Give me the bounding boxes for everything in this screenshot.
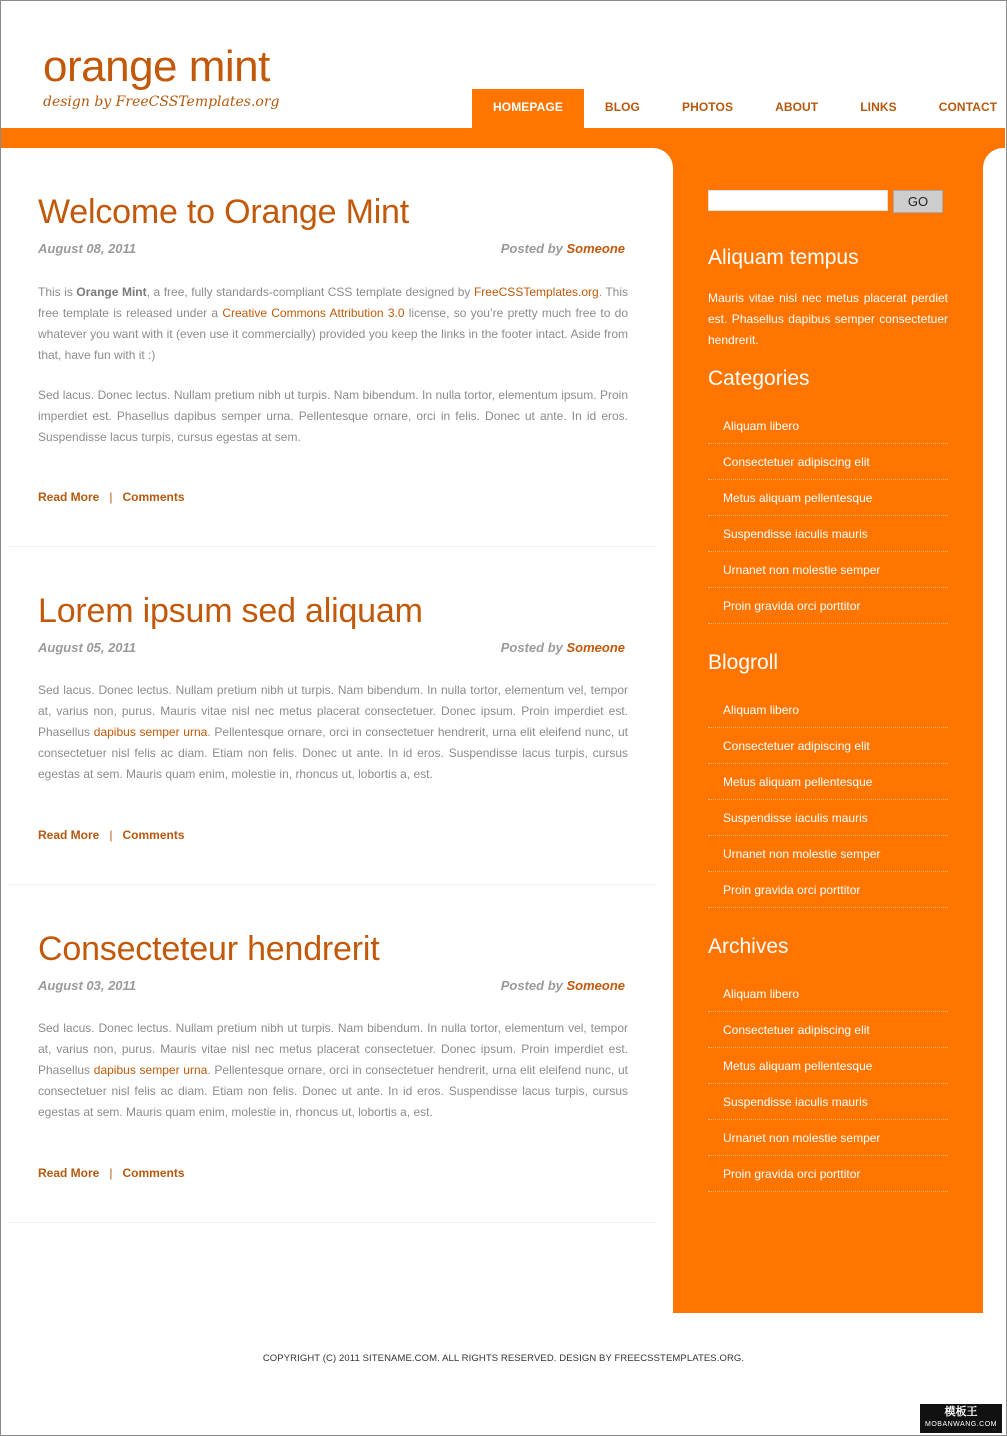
archives-link[interactable]: Proin gravida orci porttitor bbox=[723, 1167, 861, 1181]
categories-link[interactable]: Aliquam libero bbox=[723, 419, 800, 433]
blogroll-list bbox=[708, 692, 948, 908]
categories-heading: Categories bbox=[708, 367, 810, 390]
post-divider bbox=[9, 884, 656, 885]
text: . This free template is released under a bbox=[38, 285, 629, 320]
dapibus-link[interactable]: dapibus semper urna bbox=[93, 725, 208, 739]
text: license, so you’re pretty much free to do whatever you want with it (even use it commercially) provided you keep the links in the footer intact. Aside from that, have fun with it :) bbox=[38, 306, 628, 362]
categories-link[interactable]: Consectetuer adipiscing elit bbox=[723, 455, 870, 469]
post-author[interactable]: Someone bbox=[566, 241, 625, 256]
post-body bbox=[38, 1018, 628, 1123]
creative-commons-link[interactable]: Creative Commons Attribution 3.0 bbox=[222, 306, 405, 320]
watermark-title: 模板王 bbox=[944, 1406, 978, 1418]
nav-contact[interactable]: CONTACT bbox=[938, 100, 998, 114]
list-item bbox=[708, 588, 948, 624]
categories-link[interactable]: Proin gravida orci porttitor bbox=[723, 599, 861, 613]
list-item bbox=[708, 1084, 948, 1120]
post-author-line bbox=[501, 978, 625, 993]
post-divider bbox=[9, 546, 656, 547]
post-divider bbox=[9, 1222, 656, 1223]
archives-link[interactable]: Urnanet non molestie semper bbox=[723, 1131, 881, 1145]
post-date: August 08, 2011 bbox=[38, 241, 137, 256]
search-go-button[interactable]: GO bbox=[893, 190, 943, 213]
list-item bbox=[708, 444, 948, 480]
blogroll-link[interactable]: Metus aliquam pellentesque bbox=[723, 775, 873, 789]
separator: | bbox=[109, 490, 113, 504]
post-title[interactable]: Welcome to Orange Mint bbox=[38, 193, 410, 231]
categories-link[interactable]: Suspendisse iaculis mauris bbox=[723, 527, 868, 541]
blogroll-link[interactable]: Urnanet non molestie semper bbox=[723, 847, 881, 861]
post-body: Sed lacus. Donec lectus. Nullam pretium nibh ut turpis. Nam bibendum. In nulla tortor, elementum ipsum. Proin imperdiet est. Phasellus dapibus semper urna. Pellentesque ornare, orci in felis. Donec ut ante. In id eros. Suspendisse lacus turpis, cursus egestas at sem. bbox=[38, 388, 628, 444]
freecsstemplates-link[interactable]: FreeCSSTemplates.org bbox=[473, 285, 599, 299]
search-input[interactable] bbox=[708, 190, 888, 211]
post-links bbox=[38, 1166, 185, 1180]
text: . Pellentesque ornare, orci in consectetuer hendrerit, urna elit eleifend nunc, ut consectetuer nisl felis ac diam. Etiam non felis. Donec ut ante. In id eros. Suspendisse lacus turpis, cursus egestas at sem. Mauris quam enim, molestie in, rhoncus ut, lobortis a, est. bbox=[38, 725, 629, 781]
nav-blog[interactable]: BLOG bbox=[604, 100, 640, 114]
header-bar bbox=[1, 128, 1005, 148]
archives-list bbox=[708, 976, 948, 1192]
archives-link[interactable]: Metus aliquam pellentesque bbox=[723, 1059, 873, 1073]
categories-list bbox=[708, 408, 948, 624]
read-more-link[interactable]: Read More bbox=[38, 490, 100, 504]
aliquam-text: Mauris vitae nisl nec metus placerat perdiet est. Phasellus dapibus semper consectetuer hendrerit. bbox=[708, 291, 948, 347]
list-item bbox=[708, 516, 948, 552]
list-item bbox=[708, 764, 948, 800]
separator: | bbox=[109, 828, 113, 842]
text: Sed lacus. Donec lectus. Nullam pretium nibh ut turpis. Nam bibendum. In nulla tortor, elementum vel, tempor at, varius non, purus. Mauris vitae nisl nec metus placerat consectetuer. Donec ipsum. Proin imperdiet est. Phasellus bbox=[38, 1021, 628, 1077]
nav-links[interactable]: LINKS bbox=[860, 100, 897, 114]
blogroll-heading: Blogroll bbox=[708, 651, 779, 674]
blogroll-link[interactable]: Consectetuer adipiscing elit bbox=[723, 739, 870, 753]
post-body bbox=[38, 282, 628, 366]
footer-copyright: COPYRIGHT (C) 2011 SITENAME.COM. ALL RIGHTS RESERVED. DESIGN BY FREECSSTEMPLATES.ORG. bbox=[262, 1353, 745, 1364]
list-item bbox=[708, 692, 948, 728]
post-title[interactable]: Consecteteur hendrerit bbox=[38, 930, 380, 968]
post-author-line bbox=[501, 241, 625, 256]
read-more-link[interactable]: Read More bbox=[38, 828, 100, 842]
post-body bbox=[38, 680, 628, 785]
post-author-line bbox=[501, 640, 625, 655]
list-item bbox=[708, 1156, 948, 1192]
aliquam-heading: Aliquam tempus bbox=[708, 246, 859, 269]
text-bold: Orange Mint bbox=[76, 285, 147, 299]
post-author[interactable]: Someone bbox=[566, 640, 625, 655]
list-item bbox=[708, 552, 948, 588]
read-more-link[interactable]: Read More bbox=[38, 1166, 100, 1180]
blogroll-link[interactable]: Proin gravida orci porttitor bbox=[723, 883, 861, 897]
dapibus-link[interactable]: dapibus semper urna bbox=[93, 1063, 208, 1077]
categories-link[interactable]: Metus aliquam pellentesque bbox=[723, 491, 873, 505]
watermark-logo bbox=[920, 1404, 1002, 1433]
list-item bbox=[708, 800, 948, 836]
blogroll-link[interactable]: Aliquam libero bbox=[723, 703, 800, 717]
posted-by-label: Posted by bbox=[500, 640, 563, 655]
watermark-sub: MOBANWANG.COM bbox=[925, 1421, 997, 1428]
list-item bbox=[708, 1048, 948, 1084]
archives-link[interactable]: Suspendisse iaculis mauris bbox=[723, 1095, 868, 1109]
blogroll-link[interactable]: Suspendisse iaculis mauris bbox=[723, 811, 868, 825]
posted-by-label: Posted by bbox=[500, 978, 563, 993]
categories-link[interactable]: Urnanet non molestie semper bbox=[723, 563, 881, 577]
list-item bbox=[708, 728, 948, 764]
list-item bbox=[708, 872, 948, 908]
archives-link[interactable]: Aliquam libero bbox=[723, 987, 800, 1001]
post-links bbox=[38, 828, 185, 842]
list-item bbox=[708, 408, 948, 444]
main-nav bbox=[472, 89, 1007, 128]
comments-link[interactable]: Comments bbox=[122, 828, 185, 842]
post-date: August 03, 2011 bbox=[38, 978, 137, 993]
list-item bbox=[708, 1012, 948, 1048]
separator: | bbox=[109, 1166, 113, 1180]
nav-photos[interactable]: PHOTOS bbox=[682, 100, 734, 114]
list-item bbox=[708, 1120, 948, 1156]
nav-homepage[interactable]: HOMEPAGE bbox=[472, 89, 584, 128]
text: This is bbox=[38, 285, 77, 299]
nav-about[interactable]: ABOUT bbox=[775, 100, 819, 114]
archives-link[interactable]: Consectetuer adipiscing elit bbox=[723, 1023, 870, 1037]
comments-link[interactable]: Comments bbox=[122, 490, 185, 504]
comments-link[interactable]: Comments bbox=[122, 1166, 185, 1180]
text: Sed lacus. Donec lectus. Nullam pretium nibh ut turpis. Nam bibendum. In nulla tortor, elementum vel, tempor at, varius non, purus. Mauris vitae nisl nec metus placerat consectetuer. Donec ipsum. Proin imperdiet est. Phasellus bbox=[38, 683, 628, 739]
post-date: August 05, 2011 bbox=[38, 640, 137, 655]
post-author[interactable]: Someone bbox=[566, 978, 625, 993]
site-logo[interactable]: orange mint bbox=[43, 42, 270, 91]
list-item bbox=[708, 480, 948, 516]
posted-by-label: Posted by bbox=[500, 241, 563, 256]
list-item bbox=[708, 836, 948, 872]
site-tagline: design by FreeCSSTemplates.org bbox=[43, 94, 280, 110]
sidebar-corner bbox=[983, 148, 1005, 170]
post-links bbox=[38, 490, 185, 504]
text: , a free, fully standards-compliant CSS template designed by bbox=[146, 285, 474, 299]
main-corner bbox=[652, 148, 673, 169]
text: . Pellentesque ornare, orci in consectetuer hendrerit, urna elit eleifend nunc, ut consectetuer nisl felis ac diam. Etiam non felis. Donec ut ante. In id eros. Suspendisse lacus turpis, cursus egestas at sem. Mauris quam enim, molestie in, rhoncus ut, lobortis a, est. bbox=[38, 1063, 629, 1119]
archives-heading: Archives bbox=[708, 935, 789, 958]
list-item bbox=[708, 976, 948, 1012]
post-title[interactable]: Lorem ipsum sed aliquam bbox=[38, 592, 423, 630]
